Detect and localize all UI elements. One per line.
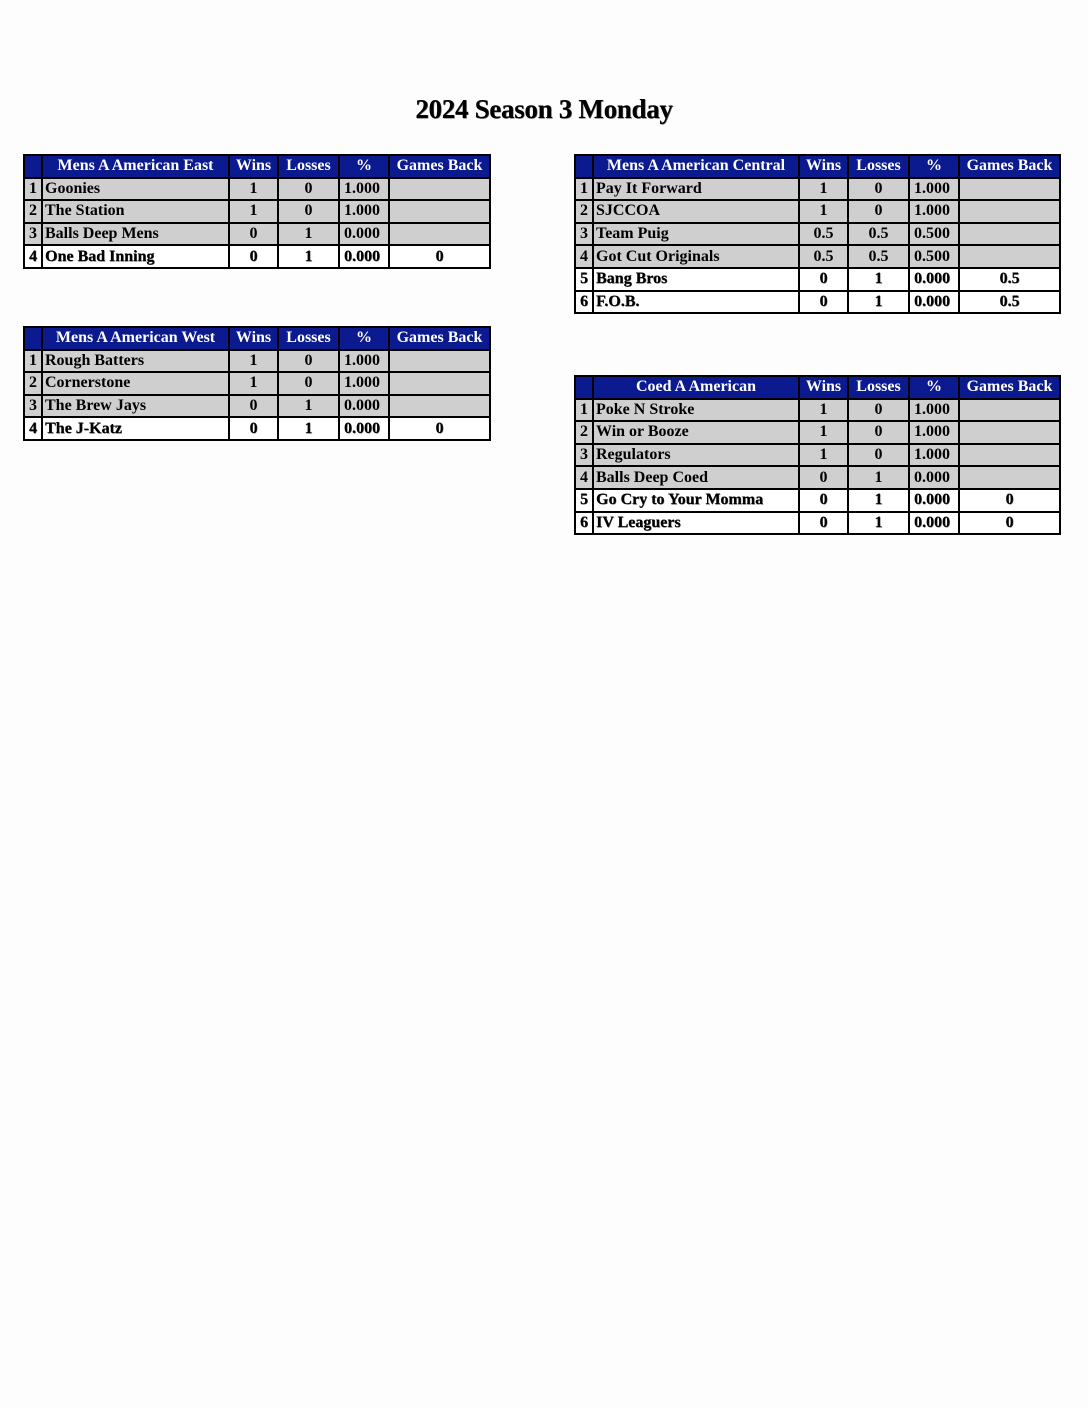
games-back-cell: 0 — [959, 489, 1060, 512]
wins-cell: 1 — [799, 421, 848, 444]
losses-header: Losses — [278, 327, 339, 350]
table-row — [575, 200, 1060, 223]
team-cell: Got Cut Originals — [593, 245, 799, 268]
losses-cell: 0 — [848, 444, 909, 467]
team-cell: The Brew Jays — [42, 395, 229, 418]
team-cell: Regulators — [593, 444, 799, 467]
pct-cell: 0.000 — [909, 291, 959, 314]
rank-cell: 6 — [575, 512, 593, 535]
header-row — [575, 376, 1060, 399]
wins-cell: 0 — [229, 417, 278, 440]
games-back-cell: 0 — [389, 417, 490, 440]
pct-cell: 1.000 — [339, 350, 389, 373]
pct-cell: 1.000 — [339, 200, 389, 223]
team-cell: Balls Deep Coed — [593, 466, 799, 489]
rank-cell: 3 — [575, 444, 593, 467]
team-cell: Team Puig — [593, 223, 799, 246]
page-title: 2024 Season 3 Monday — [415, 94, 673, 124]
division-name: Mens A American Central — [593, 155, 799, 178]
team-cell: Pay It Forward — [593, 178, 799, 201]
losses-header: Losses — [278, 155, 339, 178]
games-back-cell — [389, 200, 490, 223]
games-back-cell — [389, 395, 490, 418]
rank-cell: 4 — [24, 245, 42, 268]
rank-cell: 5 — [575, 268, 593, 291]
wins-cell: 1 — [229, 350, 278, 373]
losses-cell: 0 — [848, 421, 909, 444]
wins-cell: 1 — [229, 178, 278, 201]
table-row — [24, 245, 490, 268]
team-cell: Rough Batters — [42, 350, 229, 373]
pct-cell: 1.000 — [909, 399, 959, 422]
rank-header — [575, 376, 593, 399]
losses-cell: 1 — [848, 512, 909, 535]
losses-cell: 0 — [848, 200, 909, 223]
table-row — [575, 421, 1060, 444]
division-name: Mens A American West — [42, 327, 229, 350]
table-row — [24, 395, 490, 418]
losses-cell: 1 — [278, 223, 339, 246]
losses-cell: 1 — [848, 291, 909, 314]
table-row — [575, 444, 1060, 467]
table-row — [575, 245, 1060, 268]
pct-cell: 1.000 — [339, 372, 389, 395]
division-name: Mens A American East — [42, 155, 229, 178]
wins-cell: 0 — [799, 268, 848, 291]
games-back-cell — [959, 200, 1060, 223]
pct-cell: 0.000 — [909, 466, 959, 489]
wins-cell: 1 — [799, 399, 848, 422]
pct-header: % — [339, 327, 389, 350]
rank-cell: 1 — [575, 178, 593, 201]
standings-table-coed — [574, 375, 1061, 535]
games-back-cell — [959, 245, 1060, 268]
wins-cell: 0 — [229, 245, 278, 268]
losses-cell: 1 — [848, 489, 909, 512]
wins-cell: 0 — [799, 489, 848, 512]
table-row — [575, 512, 1060, 535]
standings-table-central — [574, 154, 1061, 314]
wins-cell: 1 — [799, 178, 848, 201]
rank-cell: 3 — [24, 395, 42, 418]
wins-cell: 0.5 — [799, 245, 848, 268]
table-row — [575, 178, 1060, 201]
losses-cell: 1 — [278, 395, 339, 418]
team-cell: Cornerstone — [42, 372, 229, 395]
pct-cell: 0.500 — [909, 223, 959, 246]
rank-cell: 2 — [575, 200, 593, 223]
rank-cell: 3 — [24, 223, 42, 246]
losses-cell: 0 — [848, 399, 909, 422]
losses-cell: 1 — [278, 417, 339, 440]
team-cell: Balls Deep Mens — [42, 223, 229, 246]
rank-header — [24, 155, 42, 178]
rank-cell: 1 — [24, 350, 42, 373]
rank-header — [24, 327, 42, 350]
table-row — [24, 417, 490, 440]
pct-cell: 0.000 — [909, 512, 959, 535]
games-back-cell — [959, 444, 1060, 467]
wins-cell: 1 — [229, 200, 278, 223]
pct-cell: 0.000 — [909, 489, 959, 512]
pct-header: % — [909, 376, 959, 399]
wins-cell: 1 — [229, 372, 278, 395]
rank-cell: 1 — [575, 399, 593, 422]
table-row — [24, 372, 490, 395]
table-row — [575, 291, 1060, 314]
losses-cell: 0 — [278, 372, 339, 395]
table-row — [24, 223, 490, 246]
division-name: Coed A American — [593, 376, 799, 399]
team-cell: Bang Bros — [593, 268, 799, 291]
games-back-cell — [389, 223, 490, 246]
wins-header: Wins — [799, 376, 848, 399]
rank-cell: 2 — [24, 372, 42, 395]
header-row — [24, 155, 490, 178]
table-row — [575, 466, 1060, 489]
pct-cell: 0.000 — [339, 395, 389, 418]
rank-cell: 4 — [575, 466, 593, 489]
games-back-cell: 0 — [389, 245, 490, 268]
wins-cell: 0 — [229, 395, 278, 418]
team-cell: One Bad Inning — [42, 245, 229, 268]
pct-cell: 0.000 — [339, 245, 389, 268]
wins-header: Wins — [799, 155, 848, 178]
games-back-header: Games Back — [959, 376, 1060, 399]
team-cell: F.O.B. — [593, 291, 799, 314]
games-back-cell — [959, 223, 1060, 246]
wins-header: Wins — [229, 327, 278, 350]
rank-header — [575, 155, 593, 178]
games-back-cell — [959, 399, 1060, 422]
losses-cell: 0.5 — [848, 223, 909, 246]
team-cell: Win or Booze — [593, 421, 799, 444]
wins-cell: 0 — [799, 512, 848, 535]
games-back-cell: 0.5 — [959, 291, 1060, 314]
rank-cell: 1 — [24, 178, 42, 201]
rank-cell: 6 — [575, 291, 593, 314]
losses-cell: 0 — [278, 350, 339, 373]
header-row — [575, 155, 1060, 178]
losses-cell: 0.5 — [848, 245, 909, 268]
pct-cell: 0.000 — [339, 223, 389, 246]
team-cell: SJCCOA — [593, 200, 799, 223]
table-row — [575, 223, 1060, 246]
losses-cell: 0 — [278, 200, 339, 223]
rank-cell: 4 — [24, 417, 42, 440]
games-back-header: Games Back — [389, 155, 490, 178]
pct-cell: 0.000 — [339, 417, 389, 440]
table-row — [24, 178, 490, 201]
pct-cell: 1.000 — [909, 178, 959, 201]
wins-cell: 0 — [799, 291, 848, 314]
losses-header: Losses — [848, 155, 909, 178]
rank-cell: 5 — [575, 489, 593, 512]
standings-table-west — [23, 326, 491, 441]
pct-cell: 0.000 — [909, 268, 959, 291]
pct-header: % — [339, 155, 389, 178]
wins-cell: 0 — [229, 223, 278, 246]
pct-cell: 0.500 — [909, 245, 959, 268]
losses-header: Losses — [848, 376, 909, 399]
games-back-cell — [389, 350, 490, 373]
pct-cell: 1.000 — [909, 444, 959, 467]
standings-table-east — [23, 154, 491, 269]
team-cell: Goonies — [42, 178, 229, 201]
table-row — [575, 399, 1060, 422]
header-row — [24, 327, 490, 350]
games-back-cell — [959, 178, 1060, 201]
games-back-header: Games Back — [389, 327, 490, 350]
rank-cell: 2 — [24, 200, 42, 223]
team-cell: IV Leaguers — [593, 512, 799, 535]
games-back-cell — [959, 421, 1060, 444]
rank-cell: 3 — [575, 223, 593, 246]
wins-cell: 1 — [799, 200, 848, 223]
pct-cell: 1.000 — [909, 421, 959, 444]
wins-cell: 0.5 — [799, 223, 848, 246]
losses-cell: 0 — [848, 178, 909, 201]
losses-cell: 0 — [278, 178, 339, 201]
games-back-cell: 0 — [959, 512, 1060, 535]
losses-cell: 1 — [278, 245, 339, 268]
table-row — [24, 350, 490, 373]
games-back-cell: 0.5 — [959, 268, 1060, 291]
table-row — [575, 268, 1060, 291]
team-cell: The Station — [42, 200, 229, 223]
rank-cell: 2 — [575, 421, 593, 444]
pct-cell: 1.000 — [909, 200, 959, 223]
wins-cell: 0 — [799, 466, 848, 489]
table-row — [575, 489, 1060, 512]
games-back-cell — [389, 178, 490, 201]
pct-cell: 1.000 — [339, 178, 389, 201]
wins-cell: 1 — [799, 444, 848, 467]
team-cell: Go Cry to Your Momma — [593, 489, 799, 512]
team-cell: Poke N Stroke — [593, 399, 799, 422]
losses-cell: 1 — [848, 268, 909, 291]
rank-cell: 4 — [575, 245, 593, 268]
games-back-header: Games Back — [959, 155, 1060, 178]
wins-header: Wins — [229, 155, 278, 178]
pct-header: % — [909, 155, 959, 178]
team-cell: The J-Katz — [42, 417, 229, 440]
losses-cell: 1 — [848, 466, 909, 489]
table-row — [24, 200, 490, 223]
games-back-cell — [959, 466, 1060, 489]
games-back-cell — [389, 372, 490, 395]
